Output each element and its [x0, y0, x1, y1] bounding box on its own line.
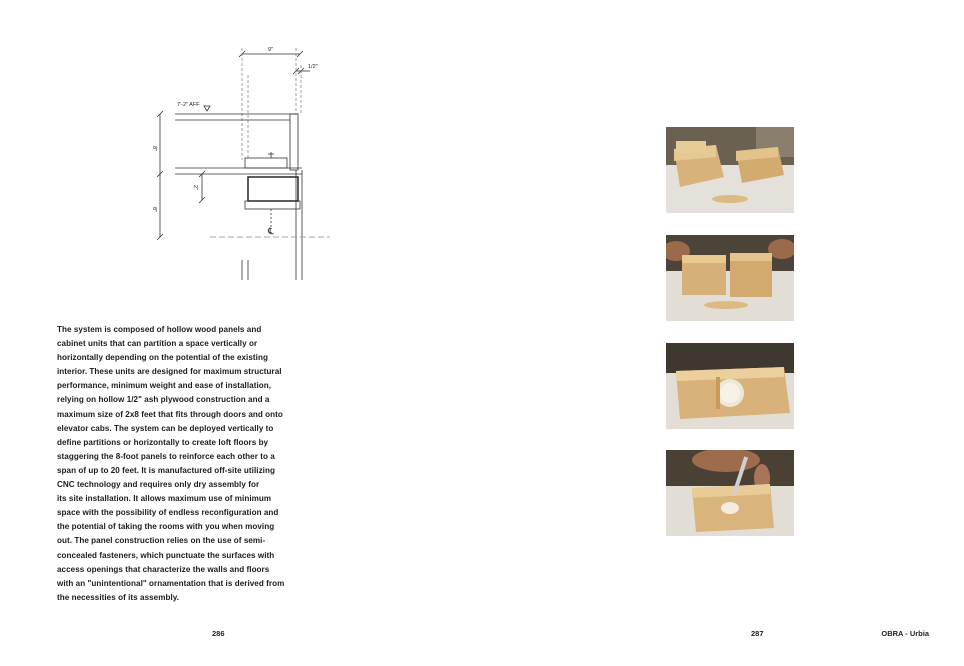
cabinet-base: [245, 201, 300, 209]
text-line: CNC technology and requires only dry assembly for: [57, 480, 260, 490]
text-line: maximum size of 2x8 feet that fits through doors and onto: [57, 409, 283, 419]
dim-top-label: 9": [268, 47, 274, 53]
text-line: access openings that characterize the walls and floors: [57, 564, 270, 574]
text-line: out. The panel construction relies on the use of semi-: [57, 536, 266, 546]
text-line: with an "unintentional" ornamentation that is derived from: [57, 578, 285, 588]
centerline-symbol: ℄: [268, 226, 274, 236]
section-drawing-svg: [150, 40, 340, 290]
text-line: the potential of taking the rooms with you when moving: [57, 522, 275, 532]
cabinet-top: [245, 158, 287, 168]
text-line: horizontally depending on the potential of the existing: [57, 353, 268, 363]
text-line: performance, minimum weight and ease of installation,: [57, 381, 272, 391]
text-line: interior. These units are designed for maximum structural: [57, 367, 282, 377]
text-line: define partitions or horizontally to create loft floors by: [57, 437, 269, 447]
text-line: its site installation. It allows maximum use of minimum: [57, 494, 272, 504]
text-line: the necessities of its assembly.: [57, 592, 180, 602]
photo-hands-assembling-image: [666, 235, 794, 321]
body-paragraph: [57, 323, 285, 605]
dim-left-lower-label: 8": [151, 207, 157, 213]
photo-boxes-with-lid: [666, 127, 794, 213]
photo-fastening-image: [666, 450, 794, 536]
photo-boxes-with-lid-image: [666, 127, 794, 213]
text-line: span of up to 20 feet. It is manufactured off-site utilizing: [57, 465, 275, 475]
photo-box-opening-image: [666, 343, 794, 429]
text-line: relying on hollow 1/2" ash plywood construction and a: [57, 395, 270, 405]
page-number-left: 286: [212, 629, 225, 638]
photo-fastening: [666, 450, 794, 536]
level-marker: [204, 106, 210, 111]
wall-panel: [290, 114, 298, 170]
text-line: concealed fasteners, which punctuate the surfaces with: [57, 550, 275, 560]
cabinet-box: [248, 177, 298, 201]
text-line: cabinet units that can partition a space vertically or: [57, 339, 258, 349]
text-line: space with the possibility of endless reconfiguration and: [57, 508, 279, 518]
text-line: elevator cabs. The system can be deployed vertically to: [57, 423, 274, 433]
page-number-right: 287: [751, 629, 764, 638]
running-head: OBRA - Urbia: [881, 629, 929, 638]
dim-small-label: 2": [192, 185, 198, 191]
dim-left-upper-label: 8": [151, 146, 157, 152]
photo-hands-assembling: [666, 235, 794, 321]
photo-box-opening: [666, 343, 794, 429]
dim-half-label: 1/2": [308, 64, 318, 70]
section-drawing: [150, 40, 340, 290]
text-line: The system is composed of hollow wood panels and: [57, 325, 262, 334]
level-label: 7'-2" AFF: [177, 102, 200, 108]
text-line: staggering the 8-foot panels to reinforce each other to a: [57, 451, 275, 461]
